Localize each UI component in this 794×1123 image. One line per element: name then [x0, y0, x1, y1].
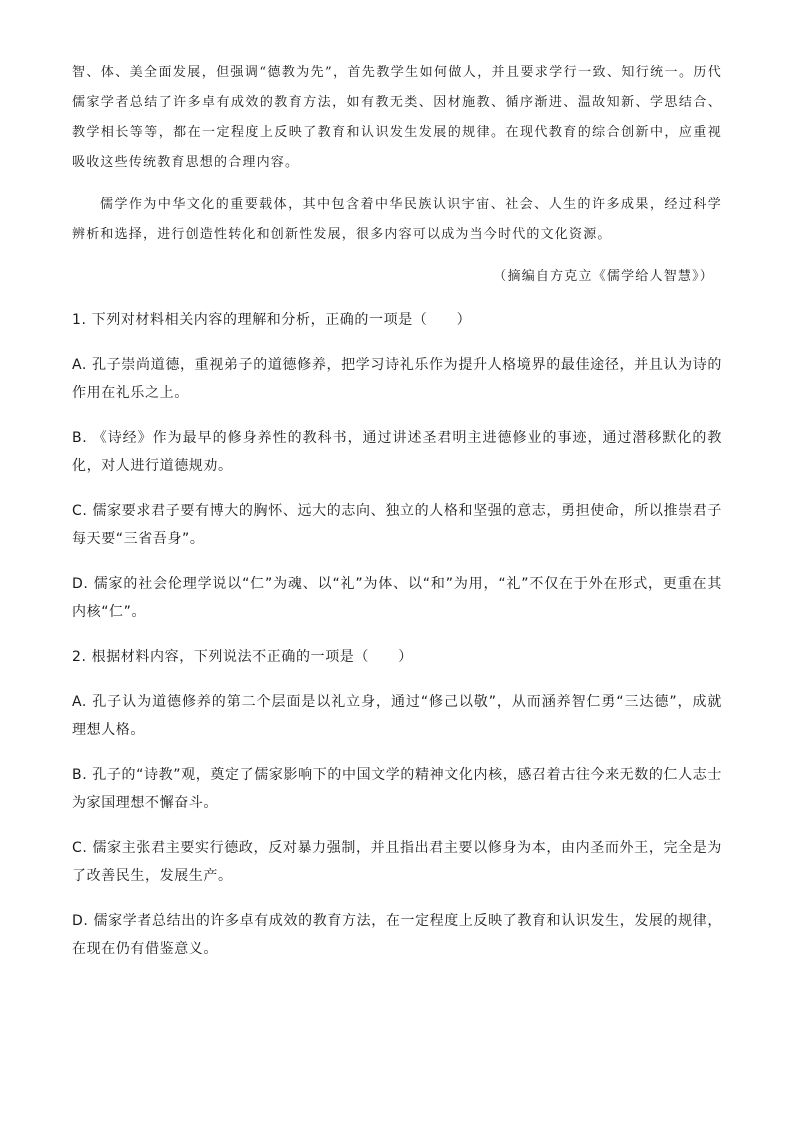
question-2-stem: 2. 根据材料内容，下列说法不正确的一项是（ ） — [72, 649, 413, 665]
passage-source: （摘编自方克立《儒学给人智慧》） — [493, 269, 714, 284]
question-2-option-c: C. 儒家主张君主要实行德政，反对暴力强制，并且指出君主要以修身为本，由内圣而外王，完全是为了改善民生，发展生产。 — [72, 840, 722, 884]
question-1-stem: 1. 下列对材料相关内容的理解和分析，正确的一项是（ ） — [72, 312, 472, 328]
question-2 — [72, 643, 722, 963]
question-1-option-a: A. 孔子崇尚道德，重视弟子的道德修养，把学习诗礼乐作为提升人格境界的最佳途径，并且认为诗的作用在礼乐之上。 — [72, 357, 722, 401]
question-1-option-b: B. 《诗经》作为最早的修身养性的教科书，通过讲述圣君明主进德修业的事迹，通过潜移默化的教化，对人进行道德规劝。 — [72, 430, 722, 474]
question-2-option-a: A. 孔子认为道德修养的第二个层面是以礼立身，通过“修己以敬”，从而涵养智仁勇“三达德”，成就理想人格。 — [72, 694, 722, 738]
passage-paragraph-1: 智、体、美全面发展，但强调“德教为先”，首先教学生如何做人，并且要求学行一致、知行统一。历代儒家学者总结了许多卓有成效的教育方法，如有教无类、因材施教、循序渐进、温故知新、学思结合、教学相长等等，都在一定程度上反映了教育和认识发生发展的规律。在现代教育的综合创新中，应重视吸收这些传统教育思想的合理内容。 — [72, 65, 722, 170]
question-1-option-c: C. 儒家要求君子要有博大的胸怀、远大的志向、独立的人格和坚强的意志，勇担使命，所以推崇君子每天要“三省吾身”。 — [72, 503, 722, 547]
question-1 — [72, 306, 722, 626]
question-2-option-b: B. 孔子的“诗教”观，奠定了儒家影响下的中国文学的精神文化内核，感召着古往今来无数的仁人志士为家国理想不懈奋斗。 — [72, 767, 722, 811]
question-1-option-d: D. 儒家的社会伦理学说以“仁”为魂、以“礼”为体、以“和”为用，“礼”不仅在于外在形式，更重在其内核“仁”。 — [72, 576, 722, 620]
reading-passage — [72, 58, 722, 292]
passage-paragraph-2: 儒学作为中华文化的重要载体，其中包含着中华民族认识宇宙、社会、人生的许多成果，经过科学辨析和选择，进行创造性转化和创新性发展，很多内容可以成为当今时代的文化资源。 — [72, 197, 722, 242]
document-page — [72, 0, 722, 963]
question-2-option-d: D. 儒家学者总结出的许多卓有成效的教育方法，在一定程度上反映了教育和认识发生，发展的规律，在现在仍有借鉴意义。 — [72, 913, 722, 957]
